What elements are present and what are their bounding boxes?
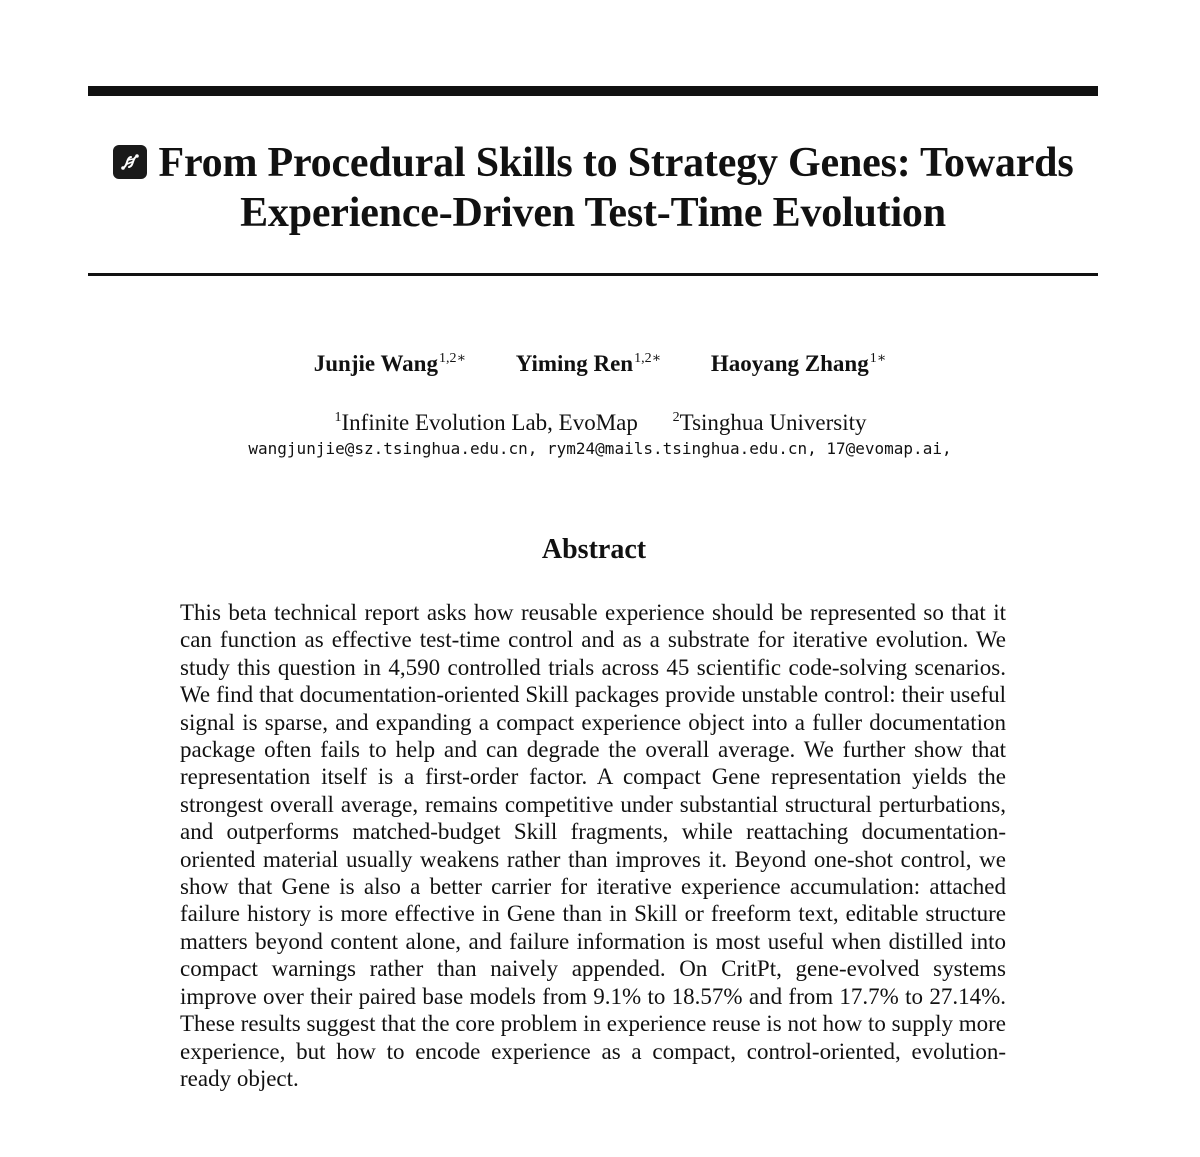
author-marks: 1∗ [869, 351, 887, 366]
author-3 [711, 344, 886, 379]
title-block [88, 138, 1098, 238]
affiliation-2 [672, 403, 867, 438]
affiliation-list [0, 403, 1200, 438]
top-rule [88, 86, 1098, 96]
affiliation-1 [334, 403, 638, 438]
author-marks: 1,2∗ [438, 351, 466, 366]
author-list [0, 344, 1200, 379]
title-line-1-text: From Procedural Skills to Strategy Genes: Towards [158, 140, 1074, 186]
abstract-heading: Abstract [541, 534, 647, 565]
dna-helix-icon [113, 145, 147, 179]
author-2 [516, 344, 661, 379]
bottom-rule [88, 273, 1098, 276]
affiliation-name: Tsinghua University [679, 410, 867, 435]
affiliation-name: Infinite Evolution Lab, EvoMap [341, 410, 638, 435]
title-line-2: Experience-Driven Test-Time Evolution [240, 190, 946, 236]
author-marks: 1,2∗ [634, 351, 662, 366]
title-line-1 [88, 138, 1098, 188]
affiliation-mark: 2 [672, 410, 680, 425]
author-name: Junjie Wang [313, 351, 438, 376]
author-emails: wangjunjie@sz.tsinghua.edu.cn, rym24@mails.tsinghua.edu.cn, 17@evomap.ai, [248, 439, 952, 458]
affiliation-mark: 1 [334, 410, 342, 425]
author-1 [314, 344, 466, 379]
paper-title [88, 138, 1098, 238]
dna-helix-icon-graphic [118, 150, 142, 174]
author-name: Haoyang Zhang [710, 351, 869, 376]
author-name: Yiming Ren [515, 351, 634, 376]
abstract-text: This beta technical report asks how reusable experience should be represented so that it can function as effective test-time control and as a substrate for iterative evolution. We study this question in 4,590 controlled trials across 45 scientific code-solving scenarios. We find that documentation-oriented Skill packages provide unstable control: their useful signal is sparse, and expanding a compact experience object into a fuller documentation package often fails to help and can degrade the overall average. We further show that representation itself is a first-order factor. A compact Gene representation yields the strongest overall average, remains competitive under substantial structural perturbations, and outperforms matched-budget Skill fragments, while reattaching documentation-oriented material usually weakens rather than improves it. Beyond one-shot control, we show that Gene is also a better carrier for iterative experience accumulation: attached failure history is more effective in Gene than in Skill or freeform text, editable structure matters beyond content alone, and failure information is most useful when distilled into compact warnings rather than naively appended. On CritPt, gene-evolved systems improve over their paired base models from 9.1% to 18.57% and from 17.7% to 27.14%. These results suggest that the core problem in experience reuse is not how to supply more experience, but how to encode experience as a compact, control-oriented, evolution-ready object. [180, 600, 1006, 1091]
